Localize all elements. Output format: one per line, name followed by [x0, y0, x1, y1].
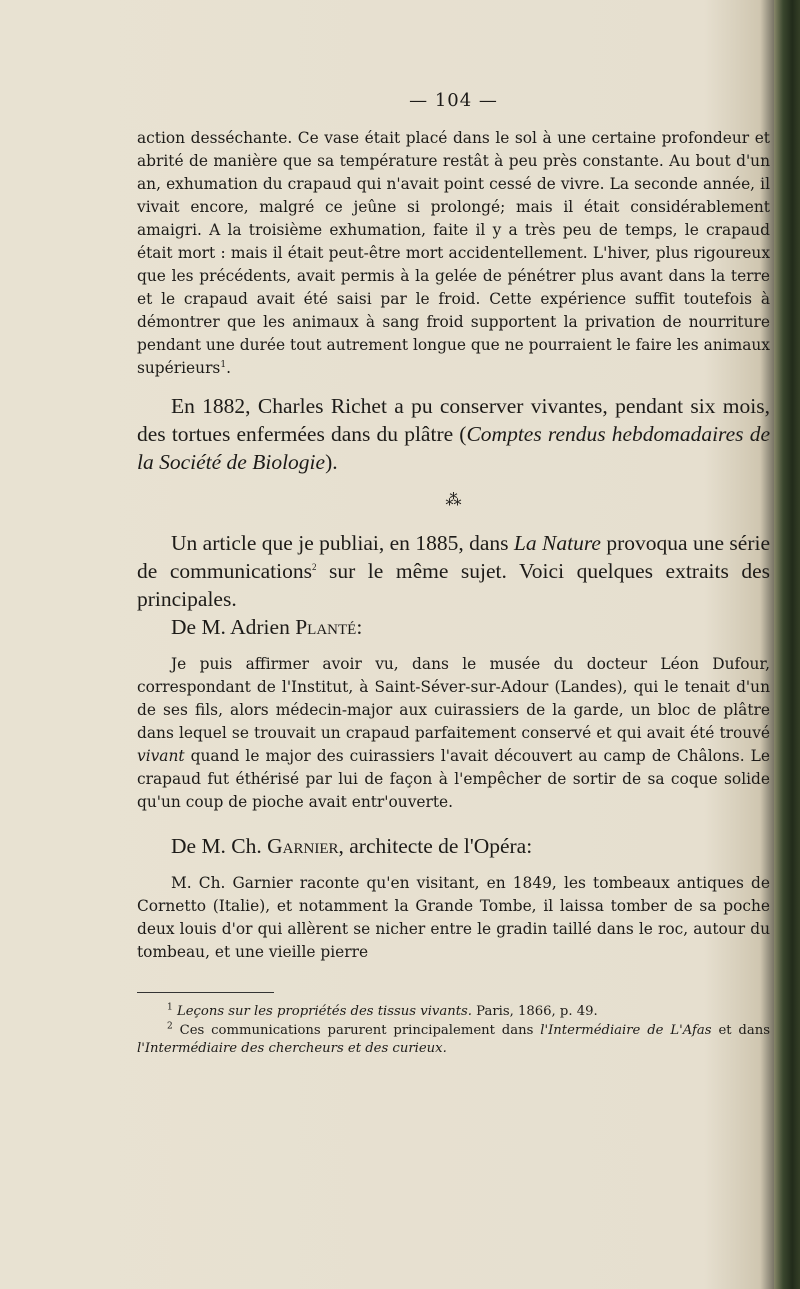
heading-garnier-prefix: De M. Ch. — [171, 834, 268, 858]
heading-plante-name: Planté — [295, 615, 357, 639]
footnote-2-text-middle: et dans — [711, 1022, 770, 1038]
quote-garnier: M. Ch. Garnier raconte qu'en visitant, en 1849, les tombeaux antiques de Cornetto (Italie), et notamment la Grande Tombe, il laissa tomber de sa poche deux louis d'or qui allèrent se nicher entre le gradin taillé dans le roc, autour du tombeau, et une vieille pierre — [137, 874, 770, 961]
page-content — [137, 90, 770, 1059]
richet-text-after: ). — [325, 450, 338, 474]
page-number: — 104 — — [409, 90, 498, 111]
footnote-2 — [137, 1022, 770, 1059]
footnote-ref-2: 2 — [311, 561, 317, 572]
page-edge-shadow — [774, 0, 800, 1289]
paragraph-la-nature-article — [137, 529, 770, 613]
quote-plante — [137, 653, 770, 814]
section-ornament: ⁂ — [445, 490, 462, 509]
footnote-2-title-2: l'Intermédiaire des chercheurs et des curieux. — [137, 1041, 447, 1056]
paragraph-1-end: . — [226, 359, 231, 377]
paragraph-toad-experiment — [137, 127, 770, 380]
article-text-before: Un article que je publiai, en 1885, dans — [171, 531, 514, 555]
paragraph-1-text: action desséchante. Ce vase était placé dans le sol à une certaine profondeur et abrité de manière que sa température restât à peu près constante. Au bout d'un an, exhumation du crapaud qui n'avait point cessé de vivre. La seconde année, il vivait encore, malgré ce jeûne si prolongé; mais il était considérablement amaigri. A la troisième exhumation, faite il y a très peu de temps, le crapaud était mort : mais il était peut-être mort accidentellement. L'hiver, plus rigoureux que les précédents, avait permis à la gelée de pénétrer plus avant dans la terre et le crapaud avait été saisi par le froid. Cette expérience suffit toutefois à démontrer que les animaux à sang froid supportent la privation de nourriture pendant une durée tout autrement longue que ne pourraient le faire les animaux supérieurs — [137, 129, 770, 377]
article-text-middle: provoqua une série de communications — [137, 531, 770, 583]
footnote-divider — [137, 992, 274, 993]
footnote-2-title-1: l'Intermédiaire de L'Afas — [540, 1022, 712, 1038]
heading-plante-prefix: De M. Adrien — [171, 615, 296, 639]
la-nature-title: La Nature — [513, 531, 601, 555]
footnote-2-number: 2 — [167, 1021, 173, 1032]
quote-plante-before: Je puis affirmer avoir vu, dans le musée du docteur Léon Dufour, correspondant de l'Institut, à Saint-Séver-sur-Adour (Landes), qui le tenait d'un de ses fils, alors médecin-major aux cuirassiers de la garde, un bloc de plâtre dans lequel se trouvait un crapaud parfaitement conservé et qui avait été trouvé — [137, 655, 770, 742]
quote-plante-after: quand le major des cuirassiers l'avait découvert au camp de Châlons. Le crapaud fut éthérisé par lui de façon à l'empêcher de sortir de sa coque solide qu'un coup de pioche avait entr'ouverte. — [137, 747, 770, 811]
paragraph-richet — [137, 392, 770, 476]
heading-plante-suffix: : — [356, 615, 363, 639]
richet-text-before: En 1882, Charles Richet a pu conserver vivantes, pendant six mois, des tortues enfermées dans du plâtre ( — [137, 394, 770, 446]
heading-plante — [137, 613, 770, 641]
quote-plante-italic: vivant — [137, 747, 185, 765]
footnote-2-text-before: Ces communications parurent principalement dans — [172, 1022, 541, 1038]
footnote-1-text: Paris, 1866, p. 49. — [471, 1004, 598, 1019]
heading-garnier-name: Garnier — [267, 834, 339, 858]
footnote-1-title: Leçons sur les propriétés des tissus vivants. — [176, 1004, 472, 1019]
footnote-ref-1: 1 — [220, 359, 227, 370]
richet-citation-title: Comptes rendus hebdomadaires de la Société de Biologie — [137, 422, 770, 474]
footnote-1-number: 1 — [167, 1002, 173, 1013]
article-text-after: sur le même sujet. Voici quelques extraits des principales. — [137, 559, 771, 611]
heading-garnier-suffix: , architecte de l'Opéra: — [338, 834, 533, 858]
heading-garnier — [137, 832, 770, 860]
footnote-1 — [137, 1003, 770, 1022]
